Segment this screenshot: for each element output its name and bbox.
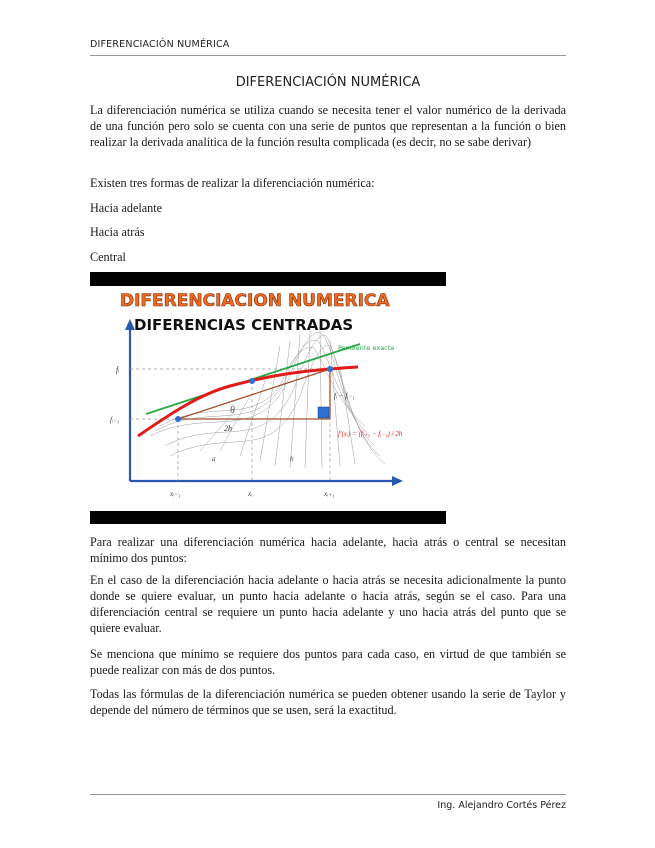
body-paragraph-1: Para realizar una diferenciación numérica hacia adelante, hacia atrás o central se necesitan mínimo dos puntos: [90, 535, 566, 565]
page-title: DIFERENCIACIÓN NUMÉRICA [235, 75, 421, 90]
figure-graphic [90, 286, 446, 511]
body-paragraph-2: En el caso de la diferenciación hacia adelante o hacia atrás se necesita adicionalmente la punto donde se quiere evaluar, un punto hacia adelante o hacia atrás, según se el caso. Para una diferenciación central se requiere un punto hacia adelante y uno hacia atrás del punto que se quiere evaluar. [90, 573, 566, 635]
span-label: 2h [224, 424, 232, 433]
diff-label: fᵢ − fᵢ₋₁ [334, 392, 355, 400]
running-header: DIFERENCIACIÓN NUMÉRICA [90, 39, 230, 50]
figure-heading: DIFERENCIACION NUMERICA [120, 291, 390, 311]
point-back [175, 416, 181, 422]
form-item-forward: Hacia adelante [90, 201, 163, 215]
y-label-fi-minus-1: fᵢ₋₁ [110, 416, 120, 424]
point-center [249, 378, 255, 384]
region-label-b: b [290, 455, 294, 463]
x-axis-arrow [392, 476, 403, 486]
right-angle-marker [318, 407, 329, 418]
x-label-xi-plus-1: xᵢ₊₁ [324, 490, 335, 498]
form-item-backward: Hacia atrás [90, 225, 145, 239]
region-label-a: a [212, 455, 216, 463]
footer-divider [90, 794, 566, 795]
x-label-xi: xᵢ [248, 490, 253, 498]
slope-label: Pendiente exacta [338, 344, 395, 352]
figure-bottom-bar [90, 511, 446, 524]
figure-top-bar [90, 272, 446, 286]
y-label-fi: fᵢ [116, 365, 120, 374]
forms-intro: Existen tres formas de realizar la diferenciación numérica: [90, 176, 375, 190]
angle-label: θ [230, 405, 235, 416]
function-curve [138, 367, 358, 436]
x-label-xi-minus-1: xᵢ₋₁ [170, 490, 181, 498]
central-formula: f′(xᵢ) = (fᵢ₊₁ − fᵢ₋₁) / 2h [338, 430, 403, 438]
point-forward [327, 366, 333, 372]
figure-subheading: DIFERENCIAS CENTRADAS [134, 316, 354, 334]
intro-paragraph: La diferenciación numérica se utiliza cuando se necesita tener el valor numérico de la derivada de una función pero solo se cuenta con una serie de puntos que representan a la función o bien realizar la derivada analítica de la función resulta complicada (es decir, no se sabe derivar) [90, 103, 566, 149]
header-divider [90, 55, 566, 56]
footer-author: Ing. Alejandro Cortés Pérez [437, 800, 566, 811]
central-difference-figure [90, 272, 446, 524]
form-item-central: Central [90, 250, 126, 264]
body-paragraph-4: Todas las fórmulas de la diferenciación numérica se pueden obtener usando la serie de Taylor y depende del número de términos que se usen, será la exactitud. [90, 687, 566, 717]
body-paragraph-3: Se menciona que mínimo se requiere dos puntos para cada caso, en virtud de que también se puede realizar con más de dos puntos. [90, 647, 566, 677]
